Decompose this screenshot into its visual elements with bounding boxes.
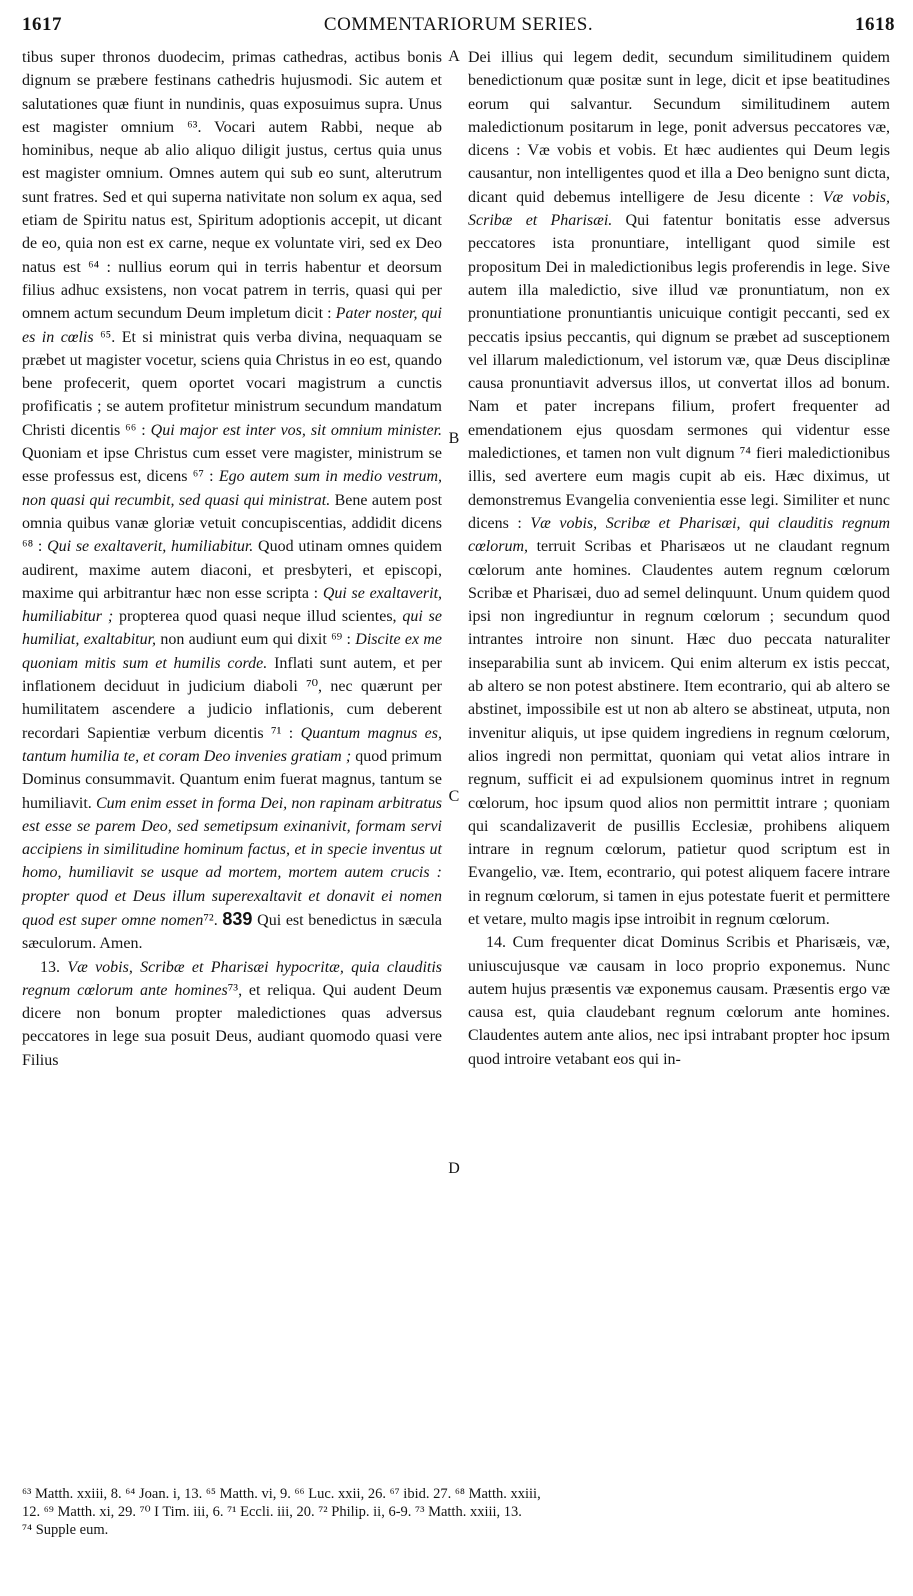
left-paragraph-1: tibus super thronos duodecim, primas cathedras, actibus bonis dignum se præbere festinans cathedris hujusmodi. Sic autem et salutationes quæ fiunt in nundinis, quas exposuimus supra. Unus est magister omnium ⁶³. Vocari autem Rabbi, neque ab hominibus, neque ab alio aliquo diligit justus, certus quia unus est magister omnium. Omnes autem qui sub eo sunt, alterutrum sunt fratres. Sed et qui superna nativitate non solum ex aqua, sed etiam de Spiritu natus est, Spiritum adoptionis accepit, ut dicant de eo, quia non est ex carne, neque ex voluntate viri, sed ex Deo natus est ⁶⁴ : nullius eorum qui in terris habentur et deorsum filius adhuc exsistens, non vocat patrem in terris, quasi qui per omnem actum secundum Deum impletum dicit : Pater noster, qui es in cœlis ⁶⁵. Et si ministrat quis verba divina, nequaquam se præbet ut magister vocetur, sciens quia Christus in eo est, quando bene profecerit, quem oportet vocari magistrum a cunctis profificatis ; se autem profitetur ministrum secundum mandatum Christi dicentis ⁶⁶ : Qui major est inter vos, sit omnium minister. Quoniam et ipse Christus cum esset vere magister, ministrum se esse professus est, dicens ⁶⁷ : Ego autem sum in medio vestrum, non quasi qui recumbit, sed quasi qui ministrat. Bene autem post omnia quibus vanæ gloriæ vetuit concupiscentias, addidit dicens ⁶⁸ : Qui se exaltaverit, humiliabitur. Quod utinam omnes quidem audirent, maxime autem diaconi, et presbyteri, et episcopi, maxime qui arbitrantur hæc non esse scripta : Qui se exaltaverit, humiliabitur ; propterea quod quasi neque illud scientes, qui se humiliat, exaltabitur, non audiunt eum qui dixit ⁶⁹ : Discite ex me quoniam mitis sum et humilis corde. Inflati sunt autem, et per inflationem deciduut in judicium diaboli ⁷⁰, nec quærunt per humilitatem ascendere a judicio inflationis, cum deberent recordari Sapientiæ verbum dicentis ⁷¹ : Quantum magnus es, tantum humilia te, et coram Deo invenies gratiam ; quod primum Dominus consummavit. Quantum enim fuerat magnus, tantum se humiliavit. Cum enim esset in forma Dei, non rapinam arbitratus est esse se parem Deo, sed semetipsum exinanivit, formam servi accipiens in similitudine hominum factus, et in specie inventus ut homo, humiliavit se usque ad mortem, mortem autem crucis : propter quod et Deus illum superexaltavit et donavit ei nomen quod est super omne nomen⁷². 839 Qui est benedictus in sæcula sæculorum. Amen.: [22, 49, 443, 953]
footnotes: [22, 1485, 895, 1539]
right-paragraph-2: 14. Cum frequenter dicat Dominus Scribis et Pharisæis, væ, uniuscujusque væ causam in loco proprio exponemus. Nunc autem hujus præsentis væ exponemus causam. Præsentis ergo væ causa est, quia claudebant regnum cœlorum ante homines. Claudentes autem ante alios, nec ipsi intrabant propter hoc ipsum quod introire vetabant eos qui in-: [468, 934, 890, 1068]
footnote-line: 12. ⁶⁹ Matth. xi, 29. ⁷⁰ I Tim. iii, 6. ⁷¹ Eccli. iii, 20. ⁷² Philip. ii, 6-9. ⁷³ Matth. xxiii, 13.: [22, 1504, 522, 1520]
footnote-line: ⁷⁴ Supple eum.: [22, 1522, 109, 1538]
margin-letter-c: C: [448, 788, 460, 805]
running-header: [22, 14, 895, 44]
margin-letter-b: B: [448, 430, 460, 447]
footnote-line: ⁶³ Matth. xxiii, 8. ⁶⁴ Joan. i, 13. ⁶⁵ Matth. vi, 9. ⁶⁶ Luc. xxii, 26. ⁶⁷ ibid. 27. ⁶⁸ Matth. xxiii,: [22, 1486, 541, 1502]
section-number: 14.: [486, 934, 506, 952]
left-column: [22, 46, 442, 1072]
left-paragraph-2: 13. Væ vobis, Scribæ et Pharisæi hypocritæ, quia clauditis regnum cœlorum ante homines⁷³, et reliqua. Qui audent Deum dicere non bonum propter maledictiones quas adversus peccatores in lege sua posuit Deus, audiant quomodo quasi vere Filius: [22, 958, 443, 1069]
column-marker: 839: [222, 908, 253, 929]
margin-letter-a: A: [448, 48, 460, 65]
running-title: COMMENTARIORUM SERIES.: [323, 14, 594, 35]
margin-letter-d: D: [448, 1160, 460, 1177]
right-column: [468, 46, 890, 1071]
left-page-number: 1617: [22, 14, 62, 35]
section-number: 13.: [40, 958, 60, 976]
right-paragraph-1: Dei illius qui legem dedit, secundum similitudinem quidem benedictionum quæ positæ sunt in lege, dicit et ipse beatitudines eorum qui salvantur. Secundum similitudinem autem maledictionum positarum in lege, ponit adversus peccatores væ, dicens : Væ vobis et vobis. Et hæc audientes qui Deum legis causantur, non intelligentes quod et illa a Deo benigno sunt dicta, dicant quid debemus intelligere de Jesu dicente : Væ vobis, Scribæ et Pharisæi. Qui fatentur bonitatis esse adversus peccatores ista pronuntiare, intelligant quod simile est propositum Dei in maledictionibus legis proferendis in lege. Sive autem illa maledictio, sive illud væ pronuntiatum, non ex pronuntiatione pronuntiantis unicuique contigit peccanti, sed ex peccatis ipsius peccantis, qui dignum se præbet ad susceptionem vel illarum maledictionum, vel istorum væ, quæ Deus disciplinæ causa pronuntiavit adversus illos, ut convertat illos ad bonum. Nam et pater increpans filium, profert frequenter ad emendationem ejus quosdam sermones qui videntur esse maledictiones, et tamen non vult dignum ⁷⁴ fieri maledictionibus illis, sed avertere eum magis cupit ab eis. Hæc diximus, ut demonstremus Evangelia convenientia esse legi. Similiter et nunc dicens : Væ vobis, Scribæ et Pharisæi, qui clauditis regnum cœlorum, terruit Scribas et Pharisæos ut ne claudant regnum cœlorum ante homines. Claudentes autem regnum cœlorum Scribæ et Pharisæi, duo ad semel delinquunt. Unum quidem quod ipsi non ingrediuntur in regnum cœlorum ; secundum quod intrantes introire non sinunt. Hæc duo peccata naturaliter inseparabilia sunt ab invicem. Qui enim alterum ex istis peccat, ab altero se non potest abstinere. Item econtrario, qui ab altero se abstinet, impossibile est ut non ab altero se abstineat, utputa, non invenitur aliquis, ut ipse quidem ingrediens in regnum cœlorum, alios ingredi non permittat, quoniam qui vetat alios intrare in regnum, sufficit ei ad expulsionem quominus intret in regnum cœlorum, hoc ipsum quod alios non permittit intrare ; quoniam qui scandalizaverit de pusillis Ecclesiæ, prohibens aliquem intrare in regnum cœlorum, patietur quod scriptum est in Evangelio, væ. Item, econtrario, qui potest aliquem facere intrare in regnum cœlorum, si tamen in ejus potestate fuerit et permittere et vetare, multo magis ipse introibit in regnum cœlorum.: [468, 49, 891, 928]
right-page-number: 1618: [855, 14, 895, 35]
